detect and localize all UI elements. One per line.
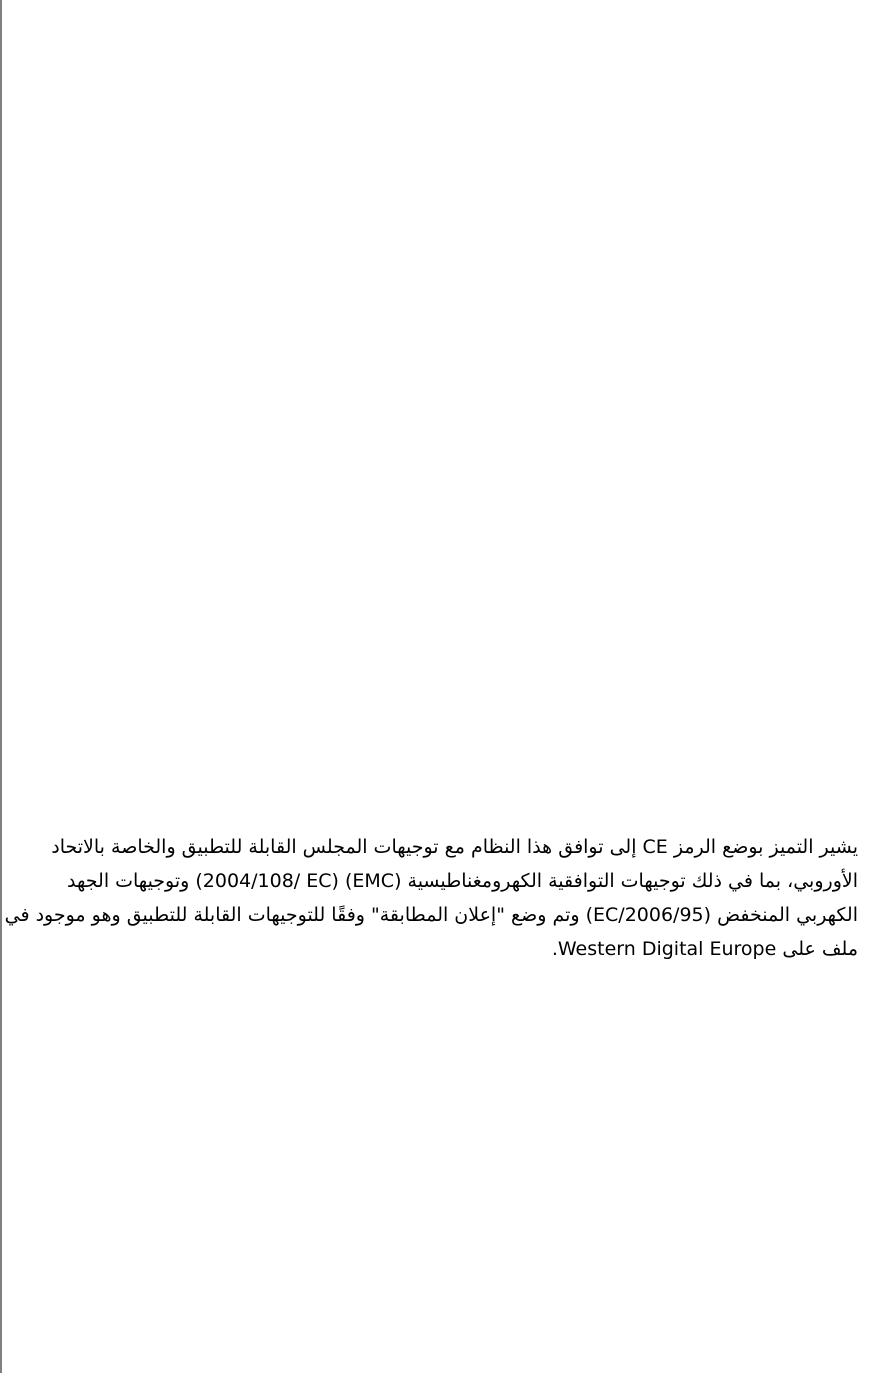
paragraph-line-2: الأوروبي، بما في ذلك توجيهات التوافقية الكهرومغناطيسية (EMC) (2004/108/ EC) وتوجيهات الجهد xyxy=(67,870,858,892)
page-left-border xyxy=(0,0,2,1373)
paragraph-line-4: ملف على Western Digital Europe. xyxy=(551,938,858,960)
paragraph-line-3: الكهربي المنخفض (2006/95/EC) وتم وضع "إعلان المطابقة" وفقًا للتوجيهات القابلة للتطبيق وهو موجود في xyxy=(4,904,858,926)
paragraph-line-1: يشير التميز بوضع الرمز CE إلى توافق هذا النظام مع توجيهات المجلس القابلة للتطبيق والخاصة بالاتحاد xyxy=(51,836,858,858)
ce-compliance-paragraph xyxy=(4,830,858,966)
